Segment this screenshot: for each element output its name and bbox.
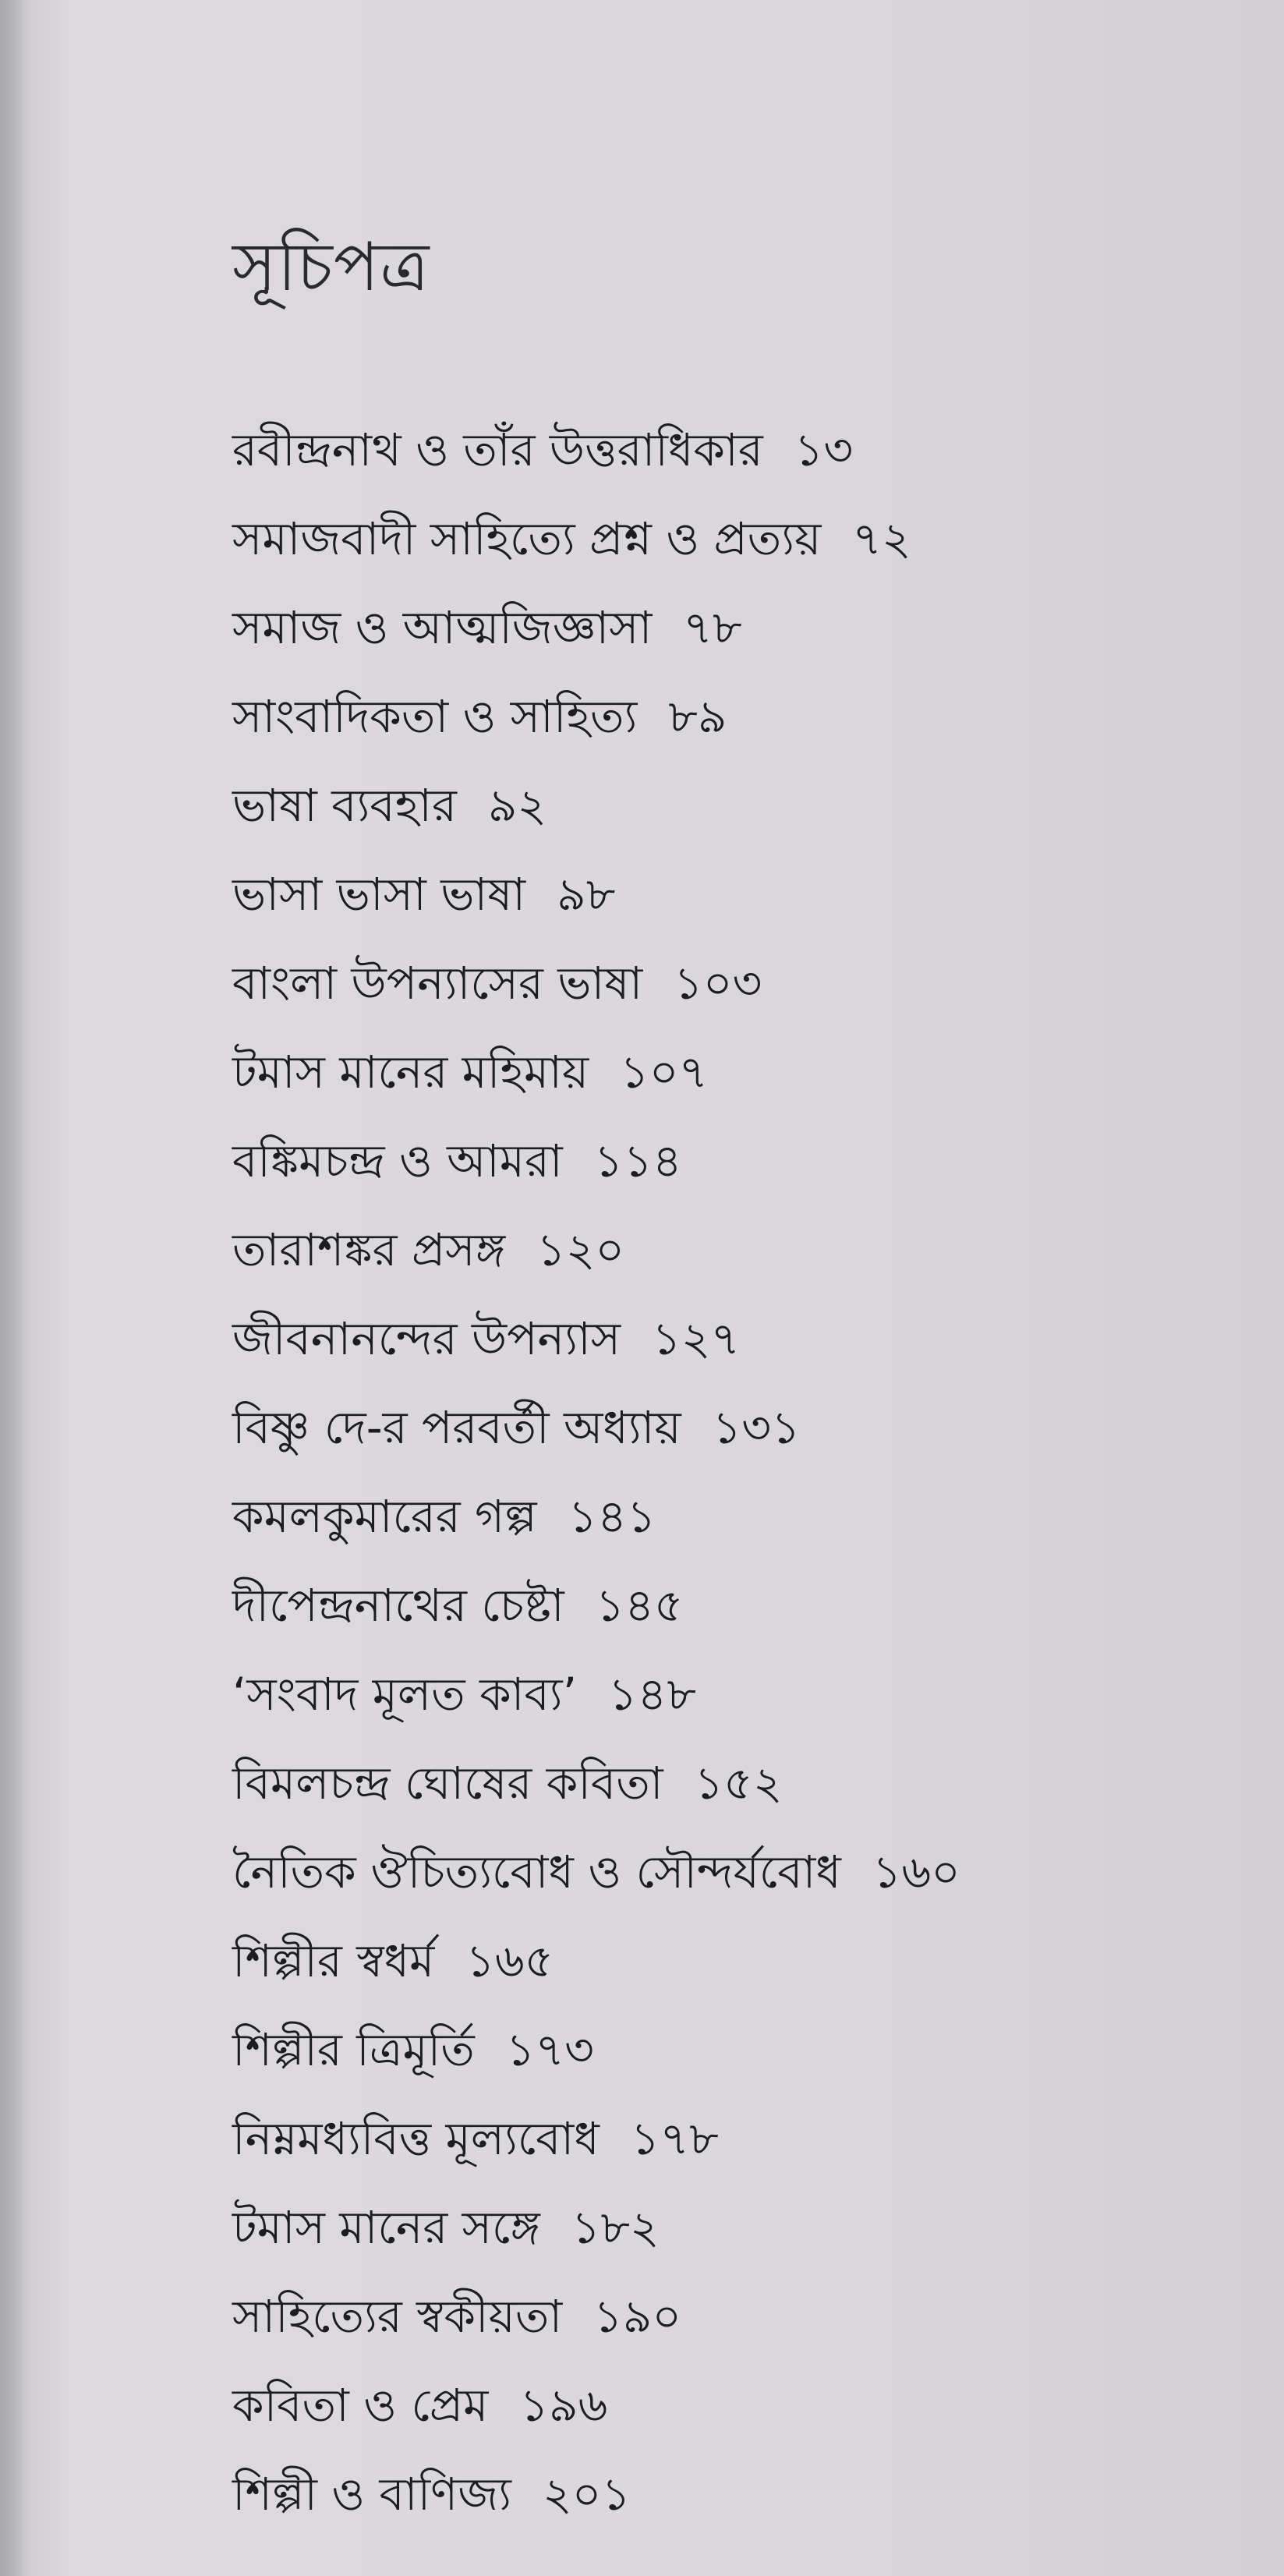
toc-entry	[232, 1739, 960, 1828]
toc-entry	[232, 2272, 960, 2361]
toc-entry-title: সমাজবাদী সাহিত্যে প্রশ্ন ও প্রত্যয়	[232, 512, 822, 565]
toc-entry-title: সাংবাদিকতা ও সাহিত্য	[232, 690, 638, 743]
toc-entry	[232, 1472, 960, 1561]
toc-entry	[232, 1650, 960, 1739]
page-title: সূচিপত্র	[232, 228, 430, 306]
toc-entry-title: ভাসা ভাসা ভাষা	[232, 868, 526, 921]
toc-entry	[232, 2361, 960, 2450]
toc-entry	[232, 1116, 960, 1205]
toc-entry-title: কবিতা ও প্রেম	[232, 2379, 489, 2432]
toc-entry	[232, 583, 960, 672]
toc-entry-title: নিম্নমধ্যবিত্ত মূল্যবোধ	[232, 2112, 600, 2165]
toc-entry-page: ১২০	[536, 1223, 625, 1276]
toc-entry-title: শিল্পীর ত্রিমূর্তি	[232, 2023, 475, 2076]
toc-entry	[232, 761, 960, 850]
toc-entry-page: ১১৪	[593, 1134, 682, 1187]
toc-entry-page: ৯২	[487, 779, 547, 832]
toc-entry-title: রবীন্দ্রনাথ ও তাঁর উত্তরাধিকার	[232, 423, 763, 476]
toc-entry-page: ১৯৬	[519, 2379, 608, 2432]
toc-entry-page: ৮৯	[668, 690, 727, 743]
toc-entry-title: টমাস মানের মহিমায়	[232, 1046, 589, 1099]
toc-entry-title: বিমলচন্দ্র ঘোষের কবিতা	[232, 1757, 663, 1810]
toc-entry-title: জীবনানন্দের উপন্যাস	[232, 1312, 621, 1365]
toc-entry	[232, 2450, 960, 2539]
toc-entry-title: ‘সংবাদ মূলত কাব্য’	[232, 1668, 578, 1721]
binding-shadow	[0, 0, 30, 2576]
toc-entry	[232, 1028, 960, 1116]
toc-entry-page: ১৭৩	[505, 2023, 594, 2076]
toc-entry-page: ১৯০	[593, 2290, 682, 2343]
toc-entry-page: ১৩	[794, 423, 854, 476]
toc-entry	[232, 2005, 960, 2094]
toc-entry-page: ১০৩	[674, 957, 762, 1010]
table-of-contents	[232, 405, 960, 2539]
toc-entry-title: শিল্পী ও বাণিজ্য	[232, 2468, 511, 2521]
toc-entry-page: ১৮২	[571, 2201, 660, 2254]
toc-entry-title: বিষ্ণু দে-র পরবর্তী অধ্যায়	[232, 1401, 681, 1454]
toc-entry-title: টমাস মানের সঙ্গে	[232, 2201, 540, 2254]
toc-entry-title: সমাজ ও আত্মজিজ্ঞাসা	[232, 601, 653, 654]
toc-entry	[232, 1205, 960, 1294]
toc-entry-page: ৯৮	[557, 868, 616, 921]
toc-entry	[232, 672, 960, 761]
toc-entry	[232, 1561, 960, 1650]
toc-entry	[232, 1916, 960, 2005]
toc-entry-title: শিল্পীর স্বধর্ম	[232, 1934, 435, 1987]
toc-entry-title: কমলকুমারের গল্প	[232, 1490, 537, 1543]
toc-entry	[232, 2094, 960, 2183]
toc-entry-page: ২০১	[542, 2468, 631, 2521]
toc-entry-page: ৭৮	[683, 601, 742, 654]
toc-entry-page: ১৪১	[568, 1490, 656, 1543]
toc-entry-title: বঙ্কিমচন্দ্র ও আমরা	[232, 1134, 563, 1187]
toc-entry	[232, 405, 960, 494]
toc-entry-page: ১৭৮	[630, 2112, 719, 2165]
toc-entry	[232, 939, 960, 1028]
toc-entry	[232, 494, 960, 583]
toc-entry	[232, 850, 960, 939]
toc-entry	[232, 1294, 960, 1383]
toc-entry-page: ১৪৮	[608, 1668, 696, 1721]
toc-entry-page: ১০৭	[620, 1046, 709, 1099]
toc-entry-title: বাংলা উপন্যাসের ভাষা	[232, 957, 643, 1010]
toc-entry-title: তারাশঙ্কর প্রসঙ্গ	[232, 1223, 506, 1276]
toc-entry	[232, 1828, 960, 1916]
toc-entry-title: নৈতিক ঔচিত্যবোধ ও সৌন্দর্যবোধ	[232, 1845, 841, 1898]
toc-entry-title: দীপেন্দ্রনাথের চেষ্টা	[232, 1579, 564, 1632]
toc-entry	[232, 2183, 960, 2272]
toc-entry-page: ১২৭	[652, 1312, 741, 1365]
toc-entry-page: ১৫২	[694, 1757, 783, 1810]
toc-entry-title: ভাষা ব্যবহার	[232, 779, 457, 832]
toc-entry-page: ১৬৫	[465, 1934, 554, 1987]
toc-entry-page: ১৩১	[712, 1401, 801, 1454]
toc-entry-title: সাহিত্যের স্বকীয়তা	[232, 2290, 563, 2343]
toc-entry-page: ৭২	[852, 512, 911, 565]
toc-entry-page: ১৬০	[872, 1845, 960, 1898]
toc-entry-page: ১৪৫	[595, 1579, 684, 1632]
toc-entry	[232, 1383, 960, 1472]
